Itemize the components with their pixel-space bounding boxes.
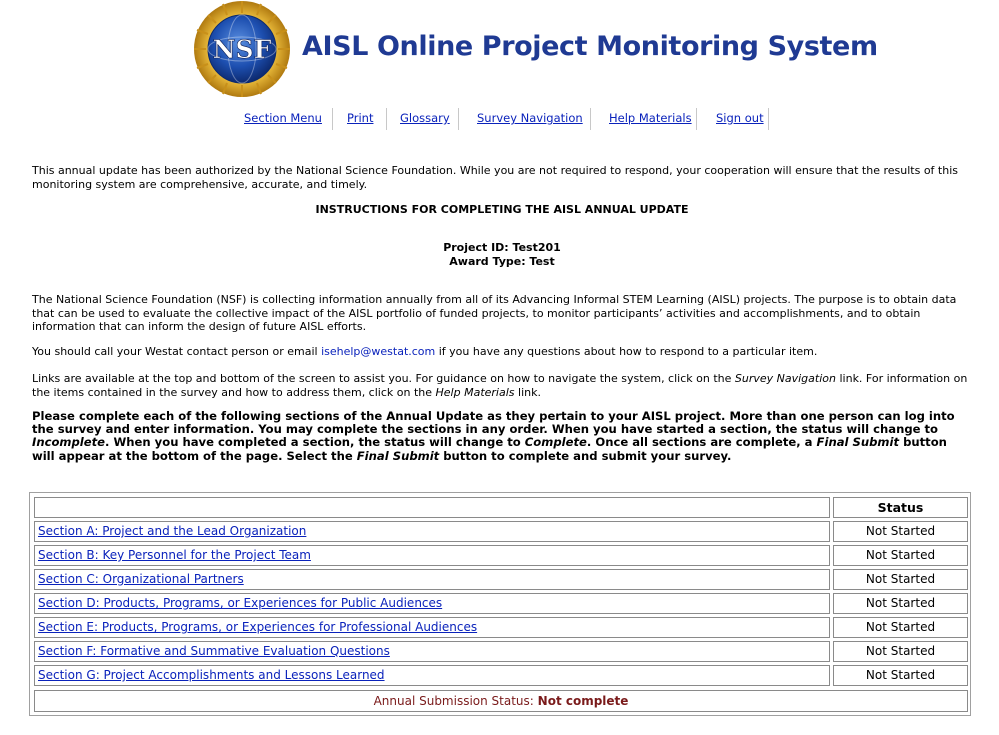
annual-submission-status: [34, 690, 968, 712]
project-id: Project ID: Test201: [443, 241, 561, 254]
instructions-title: INSTRUCTIONS FOR COMPLETING THE AISL ANNUAL UPDATE: [315, 203, 689, 216]
nav-section-menu[interactable]: Section Menu: [244, 111, 322, 125]
nav-glossary[interactable]: Glossary: [400, 111, 450, 125]
instr-part: Please complete each of the following sections of the Annual Update as they pertain to your AISL project. More than one person can log into the survey and enter information. You may complete the sections in any order. When you have started a section, the status will change to: [32, 409, 955, 437]
svg-text:NSF: NSF: [212, 35, 272, 64]
section-status: Not Started: [833, 641, 968, 662]
nav-divider: [458, 108, 459, 130]
instr-complete: Complete: [524, 435, 587, 450]
nav-divider: [386, 108, 387, 130]
section-d-link[interactable]: Section D: Products, Programs, or Experiences for Public Audiences: [38, 596, 443, 610]
nav-divider: [768, 108, 769, 130]
instr-part: button to complete and submit your survey.: [439, 448, 732, 463]
status-column-header: Status: [833, 497, 968, 518]
section-status: Not Started: [833, 521, 968, 542]
nav-divider: [696, 108, 697, 130]
section-e-link[interactable]: Section E: Products, Programs, or Experiences for Professional Audiences: [38, 620, 478, 634]
section-status: Not Started: [833, 665, 968, 686]
table-row: [34, 665, 830, 686]
authorization-text: This annual update has been authorized by the National Science Foundation. While you are not required to respond, your cooperation will ensure that the results of this monitoring system are comprehensive, accurate, and timely.: [32, 164, 958, 191]
table-row: [34, 617, 830, 638]
instr-final-submit: Final Submit: [356, 448, 440, 463]
instr-final-submit: Final Submit: [816, 435, 900, 450]
award-type: Award Type: Test: [449, 255, 555, 268]
table-row: [34, 545, 830, 566]
section-c-link[interactable]: Section C: Organizational Partners: [38, 572, 244, 586]
instr-part: . When you have completed a section, the status will change to: [105, 435, 525, 450]
table-row: [34, 521, 830, 542]
nsf-purpose-text: The National Science Foundation (NSF) is collecting information annually from all of its Advancing Informal STEM Learning (AISL) projects. The purpose is to obtain data that can be used to evaluate the collective impact of the AISL portfolio of funded projects, to monitor participants’ activities and accomplishments, and to obtain information that can inform the design of future AISL efforts.: [32, 293, 957, 333]
instr-part: . Once all sections are complete, a: [586, 435, 817, 450]
table-header-blank: [34, 497, 830, 518]
section-f-link[interactable]: Section F: Formative and Summative Evaluation Questions: [38, 644, 390, 658]
contact-email-link[interactable]: isehelp@westat.com: [321, 345, 436, 358]
submission-label: Annual Submission Status:: [373, 694, 538, 708]
table-row: [34, 569, 830, 590]
section-status: Not Started: [833, 593, 968, 614]
nav-sign-out[interactable]: Sign out: [716, 111, 764, 125]
section-status: Not Started: [833, 569, 968, 590]
nav-divider: [590, 108, 591, 130]
table-row: [34, 641, 830, 662]
nav-divider: [332, 108, 333, 130]
table-row: [34, 593, 830, 614]
nsf-seal-logo: [192, 0, 292, 98]
nav-help-materials[interactable]: Help Materials: [609, 111, 692, 125]
section-status: Not Started: [833, 545, 968, 566]
section-status: Not Started: [833, 617, 968, 638]
survey-navigation-ref: Survey Navigation: [734, 372, 836, 385]
help-materials-ref: Help Materials: [435, 385, 515, 399]
section-g-link[interactable]: Section G: Project Accomplishments and Lessons Learned: [38, 668, 385, 682]
instr-incomplete: Incomplete: [32, 435, 106, 450]
contact-text: [32, 345, 970, 359]
links-text: [32, 372, 970, 399]
app-title: AISL Online Project Monitoring System: [302, 31, 878, 62]
links-text-part: link.: [514, 385, 541, 399]
section-a-link[interactable]: Section A: Project and the Lead Organization: [38, 524, 307, 538]
submission-value: Not complete: [537, 694, 629, 708]
contact-text-before: You should call your Westat contact person or email: [32, 345, 322, 358]
top-nav: [0, 106, 999, 130]
links-text-part: Links are available at the top and bottom of the screen to assist you. For guidance on how to navigate the system, click on the: [32, 372, 735, 385]
nav-survey-navigation[interactable]: Survey Navigation: [477, 111, 583, 125]
section-b-link[interactable]: Section B: Key Personnel for the Project Team: [38, 548, 311, 562]
contact-text-after: if you have any questions about how to respond to a particular item.: [435, 345, 818, 358]
instr-part: button will appear at the bottom of the page. Select the: [32, 435, 947, 463]
app-header: [192, 0, 878, 100]
nav-print[interactable]: Print: [347, 111, 374, 125]
completion-instructions: [32, 410, 972, 463]
links-text-part: link. For information on the items contained in the survey and how to address them, click on the: [32, 372, 968, 399]
